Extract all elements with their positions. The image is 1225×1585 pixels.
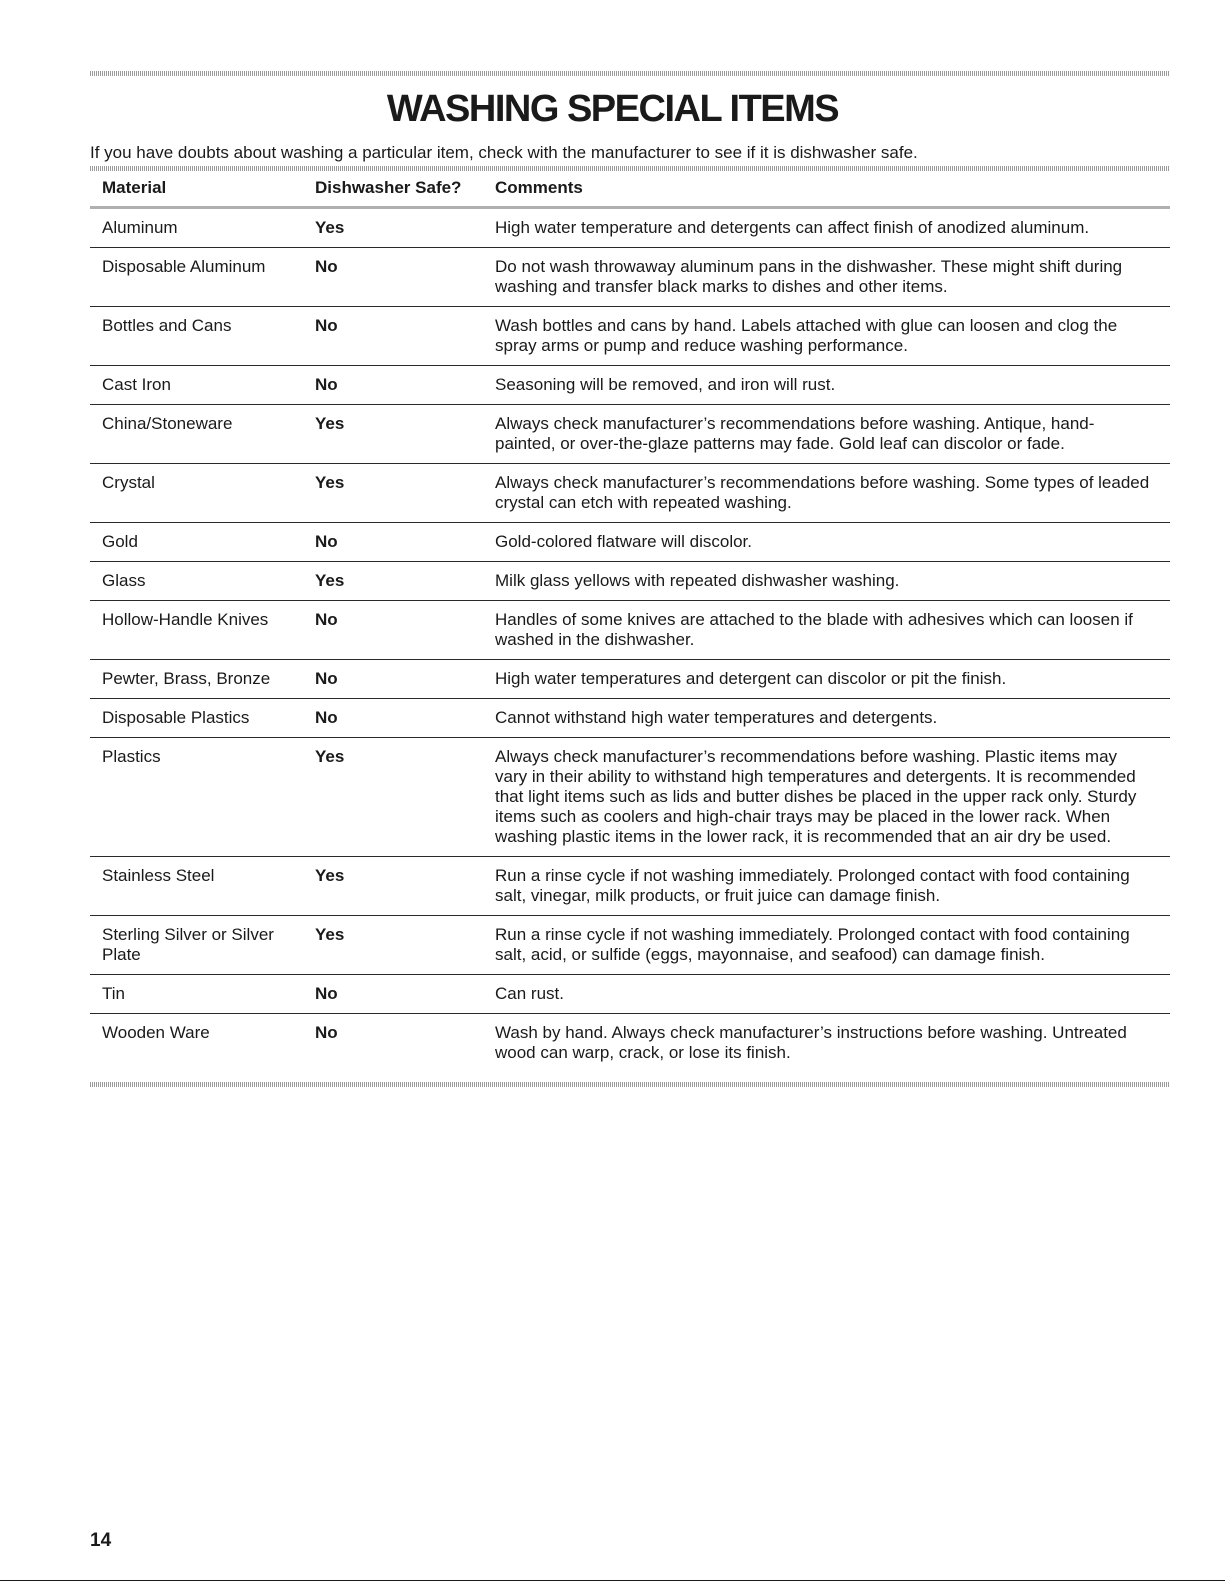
comment-cell: Can rust. (483, 975, 1170, 1014)
header-material: Material (90, 172, 303, 208)
comment-cell: Always check manufacturer’s recommendations before washing. Some types of leaded crystal can etch with repeated washing. (483, 464, 1170, 523)
table-row (90, 738, 1170, 857)
material-cell: Hollow-Handle Knives (90, 601, 303, 660)
safe-cell: No (303, 975, 483, 1014)
table-row (90, 562, 1170, 601)
material-cell: Glass (90, 562, 303, 601)
page-bottom-line (0, 1580, 1225, 1581)
header-comments: Comments (483, 172, 1170, 208)
table-row (90, 857, 1170, 916)
material-cell: Aluminum (90, 208, 303, 248)
table-row (90, 1014, 1170, 1073)
safe-cell: Yes (303, 405, 483, 464)
material-cell: Gold (90, 523, 303, 562)
safe-cell: Yes (303, 857, 483, 916)
comment-cell: Always check manufacturer’s recommendations before washing. Antique, hand-painted, or over-the-glaze patterns may fade. Gold leaf can discolor or fade. (483, 405, 1170, 464)
material-cell: China/Stoneware (90, 405, 303, 464)
table-header-row (90, 172, 1170, 208)
comment-cell: High water temperature and detergents can affect finish of anodized aluminum. (483, 208, 1170, 248)
table-bottom-rule (90, 1082, 1170, 1087)
safe-cell: No (303, 307, 483, 366)
safe-cell: Yes (303, 738, 483, 857)
comment-cell: Run a rinse cycle if not washing immediately. Prolonged contact with food containing salt, acid, or sulfide (eggs, mayonnaise, and seafood) can damage finish. (483, 916, 1170, 975)
table-row (90, 248, 1170, 307)
material-cell: Bottles and Cans (90, 307, 303, 366)
table-row (90, 975, 1170, 1014)
safe-cell: No (303, 523, 483, 562)
table-row (90, 464, 1170, 523)
comment-cell: Handles of some knives are attached to the blade with adhesives which can loosen if washed in the dishwasher. (483, 601, 1170, 660)
safe-cell: No (303, 366, 483, 405)
table-row (90, 601, 1170, 660)
safe-cell: Yes (303, 916, 483, 975)
header-dishwasher-safe: Dishwasher Safe? (303, 172, 483, 208)
comment-cell: Do not wash throwaway aluminum pans in the dishwasher. These might shift during washing and transfer black marks to dishes and other items. (483, 248, 1170, 307)
table-row (90, 916, 1170, 975)
material-cell: Plastics (90, 738, 303, 857)
safe-cell: No (303, 248, 483, 307)
comment-cell: Always check manufacturer’s recommendations before washing. Plastic items may vary in their ability to withstand high temperatures and detergents. It is recommended that light items such as lids and butter dishes be placed in the upper rack only. Sturdy items such as coolers and high-chair trays may be placed in the lower rack. When washing plastic items in the lower rack, it is recommended that an air dry be used. (483, 738, 1170, 857)
table-row (90, 307, 1170, 366)
material-cell: Wooden Ware (102, 1023, 210, 1042)
table-row (90, 523, 1170, 562)
page-number: 14 (90, 1530, 112, 1551)
comment-cell: Milk glass yellows with repeated dishwasher washing. (483, 562, 1170, 601)
material-cell: Cast Iron (90, 366, 303, 405)
material-cell: Disposable Aluminum (90, 248, 303, 307)
material-cell: Pewter, Brass, Bronze (90, 660, 303, 699)
material-cell: Sterling Silver or Silver Plate (90, 916, 303, 975)
comment-cell: High water temperatures and detergent can discolor or pit the finish. (483, 660, 1170, 699)
intro-text: If you have doubts about washing a particular item, check with the manufacturer to see if it is dishwasher safe. (90, 143, 918, 162)
safe-cell: No (303, 660, 483, 699)
material-cell: Stainless Steel (90, 857, 303, 916)
material-cell: Disposable Plastics (90, 699, 303, 738)
table-row (90, 660, 1170, 699)
safe-cell: No (303, 699, 483, 738)
comment-cell: Run a rinse cycle if not washing immediately. Prolonged contact with food containing salt, vinegar, milk products, or fruit juice can damage finish. (483, 857, 1170, 916)
comment-cell: Seasoning will be removed, and iron will rust. (483, 366, 1170, 405)
comment-cell: Cannot withstand high water temperatures and detergents. (483, 699, 1170, 738)
table-top-rule (90, 166, 1170, 171)
material-cell: Crystal (90, 464, 303, 523)
safe-cell: Yes (303, 464, 483, 523)
safe-cell: No (315, 1023, 338, 1042)
page-title: WASHING SPECIAL ITEMS (386, 88, 839, 130)
table-row (90, 699, 1170, 738)
comment-cell: Gold-colored flatware will discolor. (483, 523, 1170, 562)
safe-cell: Yes (303, 562, 483, 601)
comment-cell: Wash by hand. Always check manufacturer’s instructions before washing. Untreated wood can warp, crack, or lose its finish. (495, 1023, 1127, 1062)
comment-cell: Wash bottles and cans by hand. Labels attached with glue can loosen and clog the spray arms or pump and reduce washing performance. (483, 307, 1170, 366)
top-rule (90, 71, 1170, 76)
table-row (90, 405, 1170, 464)
safe-cell: No (303, 601, 483, 660)
table-row (90, 208, 1170, 248)
material-cell: Tin (90, 975, 303, 1014)
washing-items-table (90, 172, 1170, 1072)
safe-cell: Yes (303, 208, 483, 248)
table-row (90, 366, 1170, 405)
